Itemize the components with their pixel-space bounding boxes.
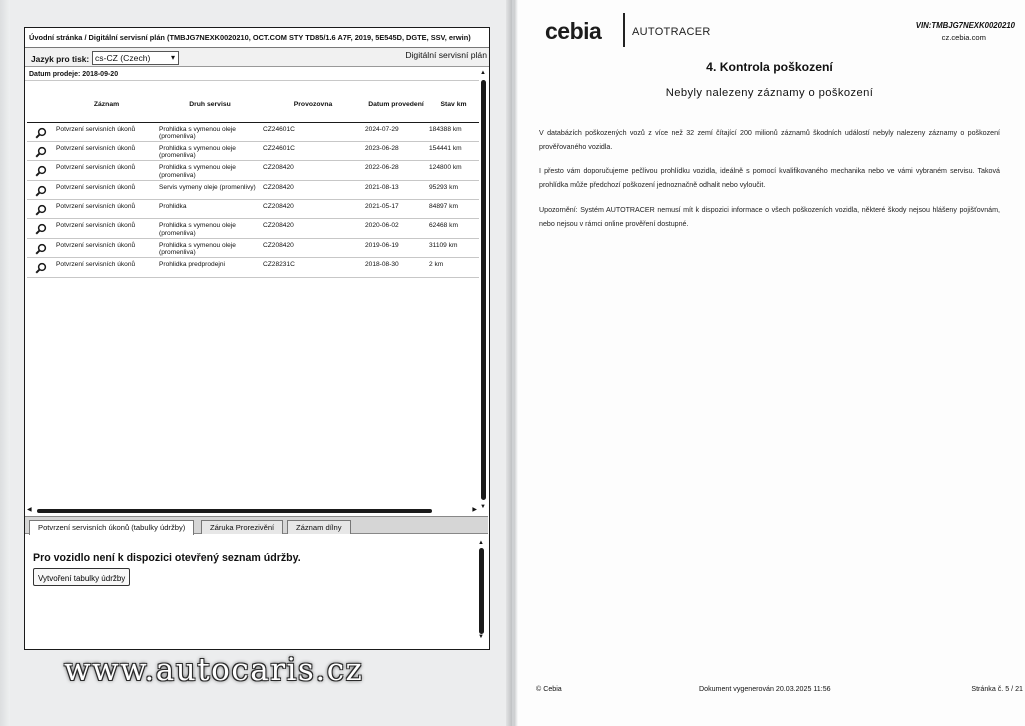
scrollbar-thumb[interactable] (479, 548, 484, 634)
record-cell: Potvrzení servisních úkonů (55, 161, 158, 180)
scroll-down-icon[interactable]: ▼ (480, 504, 486, 510)
page-edge-shadow (514, 0, 518, 726)
create-maintenance-table-button[interactable]: Vytvoření tabulky údržby (33, 568, 130, 586)
row-detail-cell (27, 200, 55, 219)
row-detail-cell (27, 219, 55, 238)
mileage-cell: 84897 km (428, 200, 479, 219)
service-plan-screenshot (24, 27, 490, 650)
service-records-grid (27, 82, 479, 507)
paragraph-notice: Upozornění: Systém AUTOTRACER nemusí mít k dispozici informace o všech poškozeních vozidla, některé škody nejsou hlášeny pojišťovnám, nebo nejsou v rámci online prověření dostupné. (539, 206, 1000, 228)
date-cell: 2018-08-30 (364, 258, 428, 277)
service-type-cell: Prohlidka (158, 200, 262, 219)
table-row[interactable] (27, 200, 479, 219)
tab-bar (25, 516, 488, 534)
scroll-up-icon[interactable]: ▲ (480, 70, 486, 76)
row-detail-cell (27, 122, 55, 141)
scrollbar-thumb[interactable] (37, 509, 432, 513)
table-row[interactable] (27, 238, 479, 257)
service-type-cell: Prohlidka s vymenou oleje (promenliva) (158, 161, 262, 180)
paragraph-recommendation: I přesto vám doporučujeme pečlivou prohlídku vozidla, ideálně s pomocí kvalifikovaného mechanika nebo ve vámi vybraném servisu. Taková prohlídka může předchozí poškození jednoznačně odhalit nebo vyloučit. (539, 167, 1000, 189)
column-header-record[interactable]: Záznam (55, 88, 158, 122)
magnifier-icon[interactable] (35, 127, 47, 139)
table-row[interactable] (27, 141, 479, 160)
mileage-cell: 124800 km (428, 161, 479, 180)
panel-vertical-scrollbar[interactable] (478, 540, 486, 640)
record-cell: Potvrzení servisních úkonů (55, 219, 158, 238)
service-type-cell: Prohlidka s vymenou oleje (promenliva) (158, 141, 262, 160)
section-title: 4. Kontrola poškození (706, 60, 833, 74)
workshop-cell: CZ208420 (262, 238, 364, 257)
scroll-right-icon[interactable]: ▶ (472, 507, 477, 513)
record-cell: Potvrzení servisních úkonů (55, 141, 158, 160)
scroll-up-icon[interactable]: ▲ (478, 540, 484, 546)
workshop-cell: CZ208420 (262, 200, 364, 219)
cebia-logo: cebia (545, 18, 602, 44)
date-cell: 2019-06-19 (364, 238, 428, 257)
workshop-cell: CZ24601C (262, 141, 364, 160)
table-row[interactable] (27, 161, 479, 180)
date-cell: 2020-06-02 (364, 219, 428, 238)
mileage-cell: 184388 km (428, 122, 479, 141)
no-maintenance-list-message: Pro vozidlo není k dispozici otevřený seznam údržby. (33, 552, 301, 564)
tab-workshop-record[interactable]: Záznam dílny (287, 520, 351, 534)
row-detail-cell (27, 238, 55, 257)
service-type-cell: Prohlidka s vymenou oleje (promenliva) (158, 122, 262, 141)
date-cell: 2022-06-28 (364, 161, 428, 180)
date-cell: 2021-05-17 (364, 200, 428, 219)
mileage-cell: 154441 km (428, 141, 479, 160)
mileage-cell: 62468 km (428, 219, 479, 238)
column-header-icon (27, 88, 55, 122)
workshop-cell: CZ208420 (262, 161, 364, 180)
vin-number: VIN:TMBJG7NEXK0020210 (915, 21, 1015, 30)
tab-service-confirmations[interactable]: Potvrzení servisních úkonů (tabulky údržby) (29, 520, 194, 535)
service-type-cell: Prohlidka s vymenou oleje (promenliva) (158, 238, 262, 257)
horizontal-scrollbar[interactable] (27, 507, 477, 515)
mileage-cell: 95293 km (428, 180, 479, 199)
print-language-value: cs-CZ (Czech) (95, 53, 151, 63)
table-row[interactable] (27, 122, 479, 141)
table-row[interactable] (27, 258, 479, 277)
record-cell: Potvrzení servisních úkonů (55, 238, 158, 257)
row-detail-cell (27, 180, 55, 199)
row-detail-cell (27, 258, 55, 277)
date-cell: 2023-06-28 (364, 141, 428, 160)
plan-title: Digitální servisní plán (405, 50, 487, 60)
scroll-down-icon[interactable]: ▼ (478, 634, 484, 640)
watermark: www.autocaris.cz (64, 652, 364, 688)
print-language-label: Jazyk pro tisk: (31, 54, 90, 64)
section-subtitle: Nebyly nalezeny záznamy o poškození (665, 87, 874, 99)
magnifier-icon[interactable] (35, 165, 47, 177)
record-cell: Potvrzení servisních úkonů (55, 122, 158, 141)
service-records-table (27, 88, 479, 278)
date-cell: 2021-08-13 (364, 180, 428, 199)
record-cell: Potvrzení servisních úkonů (55, 180, 158, 199)
row-detail-cell (27, 161, 55, 180)
column-header-date[interactable]: Datum provedení (364, 88, 428, 122)
logo-divider (623, 13, 625, 47)
workshop-cell: CZ208420 (262, 219, 364, 238)
table-row[interactable] (27, 180, 479, 199)
column-header-mileage[interactable]: Stav km (428, 88, 479, 122)
record-cell: Potvrzení servisních úkonů (55, 258, 158, 277)
page-spine-shadow (506, 0, 512, 726)
autotracer-label: AUTOTRACER (632, 26, 711, 38)
mileage-cell: 31109 km (428, 238, 479, 257)
scrollbar-thumb[interactable] (481, 80, 486, 500)
scroll-left-icon[interactable]: ◀ (27, 507, 32, 513)
workshop-cell: CZ28231C (262, 258, 364, 277)
print-language-select[interactable] (92, 51, 179, 65)
service-type-cell: Prohlidka s vymenou oleje (promenliva) (158, 219, 262, 238)
footer-copyright: © Cebia (536, 685, 562, 693)
chevron-down-icon: ▾ (170, 53, 175, 62)
date-cell: 2024-07-29 (364, 122, 428, 141)
magnifier-icon[interactable] (35, 223, 47, 235)
mileage-cell: 2 km (428, 258, 479, 277)
magnifier-icon[interactable] (35, 204, 47, 216)
paragraph-database: V databázích poškozených vozů z více než 32 zemí čítající 200 milionů záznamů škodních událostí nebyly nalezeny záznamy o poškození prověřovaného vozidla. (539, 129, 1000, 151)
right-page (514, 0, 1025, 726)
table-header-row (27, 88, 479, 122)
record-cell: Potvrzení servisních úkonů (55, 200, 158, 219)
row-detail-cell (27, 141, 55, 160)
sale-date: Datum prodeje: 2018-09-20 (29, 71, 119, 78)
magnifier-icon[interactable] (35, 185, 47, 197)
column-header-workshop[interactable]: Provozovna (262, 88, 364, 122)
service-type-cell: Servis vymeny oleje (promenlivy) (158, 180, 262, 199)
website-link[interactable]: cz.cebia.com (941, 33, 986, 42)
vertical-scrollbar[interactable] (480, 70, 488, 510)
magnifier-icon[interactable] (35, 243, 47, 255)
breadcrumb: Úvodní stránka / Digitální servisní plán (TMBJG7NEXK0020210, OCT.COM STY TD85/1.6 A7F, 2019, 5E545D, DGTE, SSV, erwin) (29, 33, 471, 42)
service-type-cell: Prohlidka predprodejni (158, 258, 262, 277)
column-header-service-type[interactable]: Druh servisu (158, 88, 262, 122)
footer-generated-date: Dokument vygenerován 20.03.2025 11:56 (699, 685, 831, 693)
workshop-cell: CZ24601C (262, 122, 364, 141)
divider (25, 80, 479, 81)
left-page (0, 0, 512, 726)
table-row[interactable] (27, 219, 479, 238)
magnifier-icon[interactable] (35, 146, 47, 158)
workshop-cell: CZ208420 (262, 180, 364, 199)
footer-page-number: Stránka č. 5 / 21 (971, 685, 1023, 693)
tab-corrosion-warranty[interactable]: Záruka Prorezivění (201, 520, 283, 534)
magnifier-icon[interactable] (35, 262, 47, 274)
page-gutter (0, 0, 10, 726)
